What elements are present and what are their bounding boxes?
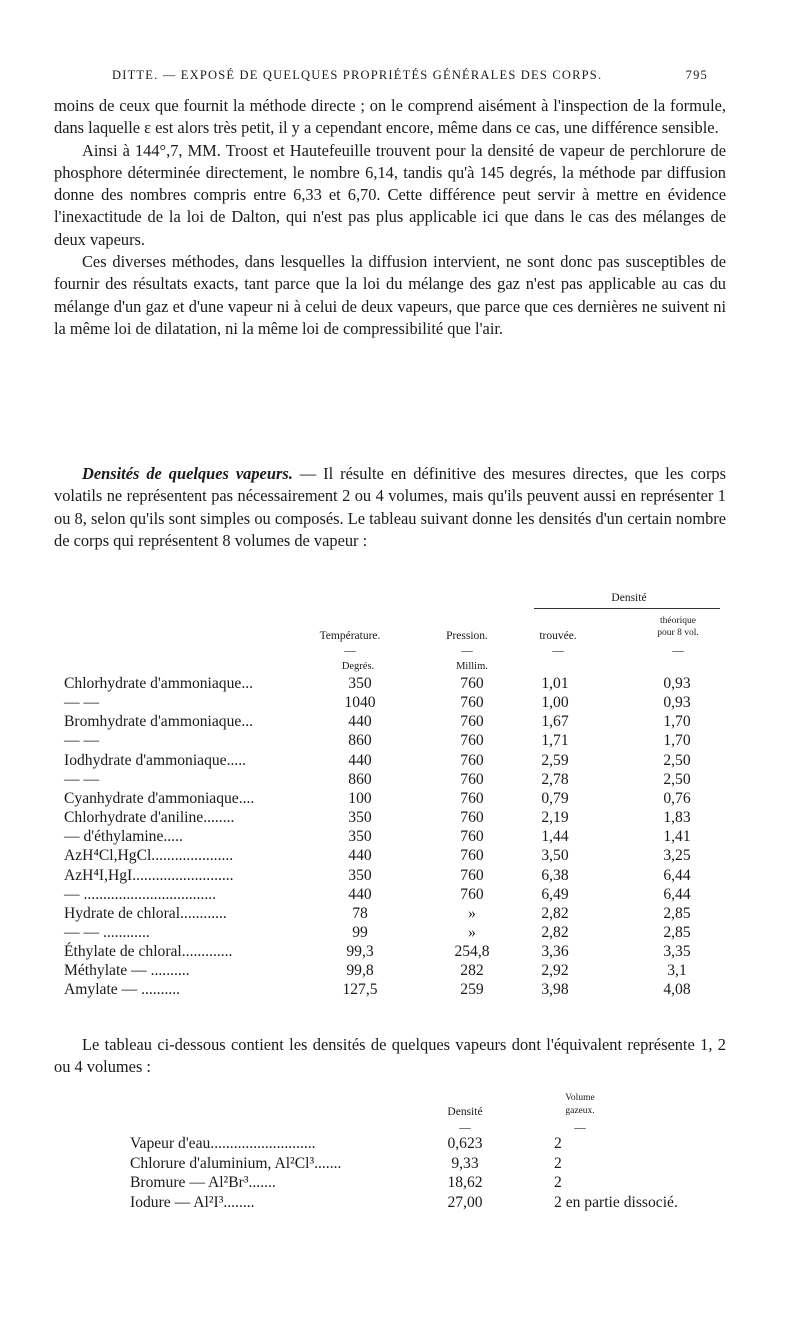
table1-cell-pression: 760	[460, 886, 484, 903]
table1-cell-pression: 259	[460, 981, 484, 998]
table1-cell-theorique: 1,41	[663, 828, 691, 845]
table1-cell-trouvee: 1,67	[541, 713, 569, 730]
table1-cell-pression: »	[468, 905, 476, 922]
group-header-densite: Densité	[611, 592, 647, 604]
table2-cell-volume: 2	[554, 1174, 562, 1191]
table1-row-label: AzH⁴I,HgI..........................	[64, 867, 234, 884]
table1-cell-temperature: 100	[348, 790, 372, 807]
table1-cell-theorique: 1,70	[663, 713, 691, 730]
table1-row-label: Hydrate de chloral............	[64, 905, 227, 922]
table1-cell-trouvee: 1,00	[541, 694, 569, 711]
table1-cell-temperature: 99,8	[346, 962, 374, 979]
table1-cell-temperature: 350	[348, 675, 372, 692]
table2-row-label: Vapeur d'eau...........................	[130, 1135, 316, 1152]
table2-cell-densite: 0,623	[447, 1135, 483, 1152]
table1-cell-theorique: 2,50	[663, 752, 691, 769]
table1-row-label: Chlorhydrate d'ammoniaque...	[64, 675, 254, 692]
table1-cell-temperature: 350	[348, 828, 372, 845]
table2-cell-volume: 2 en partie dissocié.	[554, 1194, 678, 1211]
table1-cell-temperature: 99,3	[346, 943, 374, 960]
section-densites	[54, 463, 726, 552]
table1-cell-theorique: 1,83	[663, 809, 691, 826]
col-header-temperature: Température.	[319, 630, 381, 642]
table1-cell-theorique: 1,70	[663, 732, 691, 749]
table1-cell-trouvee: 2,59	[541, 752, 569, 769]
table1-cell-pression: 282	[460, 962, 484, 979]
table2-cell-densite: 18,62	[447, 1174, 483, 1191]
table1-cell-temperature: 860	[348, 732, 372, 749]
col-header-densite: Densité	[447, 1106, 483, 1118]
table2-row-label: Bromure — Al²Br³.......	[130, 1174, 276, 1191]
table1-cell-temperature: 78	[352, 905, 368, 922]
col-header-trouvee: trouvée.	[539, 630, 577, 642]
table1-cell-temperature: 440	[348, 752, 372, 769]
col-header-volume-line1: Volume	[565, 1093, 595, 1103]
dash-pression: —	[461, 645, 473, 657]
page-number: 795	[685, 68, 708, 82]
table1-cell-temperature: 350	[348, 809, 372, 826]
table1-cell-temperature: 440	[348, 886, 372, 903]
table1-row-label: Méthylate — ..........	[64, 962, 190, 979]
paragraph-second-table: Le tableau ci-dessous contient les densités de quelques vapeurs dont l'équivalent représente 1, 2 ou 4 volumes :	[54, 1035, 726, 1077]
table1-cell-pression: 760	[460, 809, 484, 826]
table1-cell-trouvee: 1,44	[541, 828, 569, 845]
table1-row-label: — —	[64, 732, 100, 749]
table1-cell-theorique: 3,1	[667, 962, 687, 979]
table1-cell-trouvee: 2,82	[541, 924, 569, 941]
paragraph-troost-hautefeuille: Ainsi à 144°,7, MM. Troost et Hautefeuille trouvent pour la densité de vapeur de perchlorure de phosphore déterminée directement, le nombre 6,14, tandis qu'à 145 degrés, la méthode par diffusion donne des nombres compris entre 6,33 et 6,70. Cette différence peut servir à mettre en évidence l'inexactitude de la loi de Dalton, qui n'est pas plus applicable ici que dans le cas des mélanges de deux vapeurs.	[54, 140, 726, 249]
section-heading: Densités de quelques vapeurs.	[82, 464, 293, 483]
table1-cell-pression: 254,8	[454, 943, 490, 960]
table1-cell-theorique: 6,44	[663, 886, 691, 903]
table1-cell-theorique: 4,08	[663, 981, 691, 998]
table1-cell-trouvee: 6,49	[541, 886, 569, 903]
table1-cell-pression: 760	[460, 713, 484, 730]
table1-cell-theorique: 0,76	[663, 790, 691, 807]
table1-cell-pression: 760	[460, 828, 484, 845]
table1-cell-theorique: 2,85	[663, 924, 691, 941]
table1-cell-pression: 760	[460, 732, 484, 749]
table1-cell-pression: 760	[460, 790, 484, 807]
table1-cell-trouvee: 3,36	[541, 943, 569, 960]
table1-cell-theorique: 6,44	[663, 867, 691, 884]
table1-cell-temperature: 127,5	[342, 981, 378, 998]
table1-row-label: Cyanhydrate d'ammoniaque....	[64, 790, 255, 807]
dash-densite: —	[459, 1122, 471, 1134]
paragraph-continuation: moins de ceux que fournit la méthode directe ; on le comprend aisément à l'inspection de la formule, dans laquelle ε est alors très petit, il y a cependant encore, même dans ce cas, une différence sensible.	[54, 96, 726, 138]
body-text-top	[54, 95, 726, 340]
table2-cell-volume: 2	[554, 1155, 562, 1172]
table1-cell-temperature: 440	[348, 847, 372, 864]
table1-cell-trouvee: 3,98	[541, 981, 569, 998]
table2-cell-densite: 27,00	[447, 1194, 483, 1211]
table1-row-label: — d'éthylamine.....	[64, 828, 183, 845]
table1-cell-theorique: 2,85	[663, 905, 691, 922]
table1-cell-trouvee: 2,92	[541, 962, 569, 979]
table1-cell-trouvee: 1,01	[541, 675, 569, 692]
section-intro-text: — Il résulte en définitive des mesures directes, que les corps volatils ne représentent pas nécessairement 2 ou 4 volumes, mais qu'ils peuvent aussi en représenter 1 ou 8, selon qu'ils sont simples ou composés. Le tableau suivant donne les densités d'un certain nombre de corps qui représentent 8 volumes de vapeur :	[54, 464, 726, 550]
table1-cell-theorique: 0,93	[663, 694, 691, 711]
table2-cell-volume: 2	[554, 1135, 562, 1152]
table1-row-label: Chlorhydrate d'aniline........	[64, 809, 235, 826]
table1-row-label: Bromhydrate d'ammoniaque...	[64, 713, 254, 730]
table1-cell-pression: 760	[460, 771, 484, 788]
table1-cell-pression: 760	[460, 847, 484, 864]
table1-cell-trouvee: 1,71	[541, 732, 569, 749]
table1-row-label: Amylate — ..........	[64, 981, 181, 998]
table2-row-label: Iodure — Al²I³........	[130, 1194, 255, 1211]
table1-cell-temperature: 1040	[344, 694, 376, 711]
table1-row-label: Iodhydrate d'ammoniaque.....	[64, 752, 247, 769]
running-title: DITTE. — EXPOSÉ DE QUELQUES PROPRIÉTÉS GÉNÉRALES DES CORPS.	[112, 68, 603, 82]
paragraph-diffusion-methods: Ces diverses méthodes, dans lesquelles la diffusion intervient, ne sont donc pas susceptibles de fournir des résultats exacts, tant parce que la loi du mélange des gaz n'est pas applicable au cas du mélange d'un gaz et d'une vapeur ni à celui de deux vapeurs, que parce que ces dernières ne suivent ni la même loi de dilatation, ni la même loi de compressibilité que l'air.	[54, 252, 726, 338]
table1-cell-temperature: 860	[348, 771, 372, 788]
col-header-pression: Pression.	[446, 630, 488, 642]
table1-row-label: — ..................................	[64, 886, 217, 903]
table1-cell-temperature: 440	[348, 713, 372, 730]
table1-cell-theorique: 3,25	[663, 847, 691, 864]
table1-cell-temperature: 350	[348, 867, 372, 884]
dash-theorique: —	[672, 645, 684, 657]
table1-cell-trouvee: 2,82	[541, 905, 569, 922]
table1-row-label: — — ............	[64, 924, 150, 941]
table1-cell-pression: »	[468, 924, 476, 941]
dash-volume: —	[574, 1122, 586, 1134]
section-second-table-intro	[54, 1034, 726, 1079]
table1-cell-trouvee: 2,19	[541, 809, 569, 826]
table1-cell-theorique: 3,35	[663, 943, 691, 960]
group-rule	[534, 608, 720, 609]
paragraph-densites-vapeurs	[54, 463, 726, 552]
col-header-theorique: pour 8 vol.	[657, 628, 699, 638]
running-header	[112, 68, 708, 86]
col-header-theorique-line1: théorique	[660, 616, 696, 626]
table1-cell-trouvee: 6,38	[541, 867, 569, 884]
table1-cell-trouvee: 3,50	[541, 847, 569, 864]
table2-row-label: Chlorure d'aluminium, Al²Cl³.......	[130, 1155, 342, 1172]
unit-degres: Degrés.	[341, 661, 375, 672]
table1-row-label: — —	[64, 771, 100, 788]
dash-temperature: —	[344, 645, 356, 657]
table1-row-label: AzH⁴Cl,HgCl.....................	[64, 847, 234, 864]
unit-millim: Millim.	[456, 661, 488, 672]
table1-cell-trouvee: 0,79	[541, 790, 569, 807]
table1-cell-pression: 760	[460, 752, 484, 769]
dash-trouvee: —	[552, 645, 564, 657]
table1-cell-theorique: 2,50	[663, 771, 691, 788]
table2-cell-densite: 9,33	[451, 1155, 479, 1172]
table1-cell-temperature: 99	[352, 924, 368, 941]
table1-cell-pression: 760	[460, 867, 484, 884]
table1-cell-pression: 760	[460, 694, 484, 711]
table1-cell-pression: 760	[460, 675, 484, 692]
table1-row-label: — —	[64, 694, 100, 711]
table1-cell-trouvee: 2,78	[541, 771, 569, 788]
col-header-volume-gazeux: gazeux.	[565, 1106, 595, 1116]
table1-cell-theorique: 0,93	[663, 675, 691, 692]
table1-row-label: Éthylate de chloral.............	[64, 943, 233, 960]
